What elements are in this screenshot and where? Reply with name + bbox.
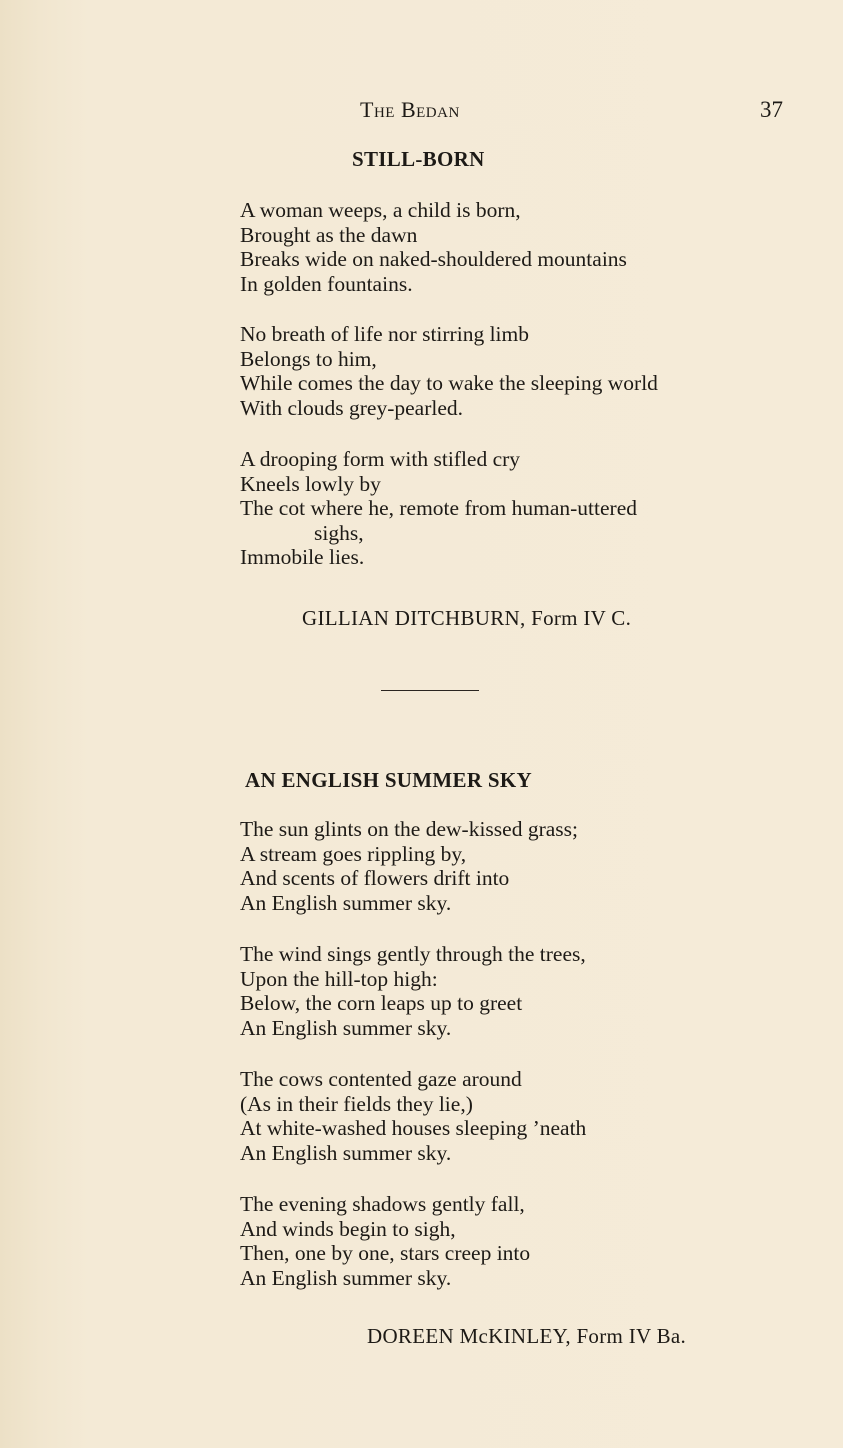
poem-2-stanza-4 [240, 1192, 530, 1290]
poem-line: The cot where he, remote from human-uttered [240, 496, 637, 520]
poem-1-stanza-2 [240, 322, 658, 420]
running-head-word-1: The [360, 97, 395, 122]
poem-title-english-summer-sky: AN ENGLISH SUMMER SKY [245, 768, 532, 792]
poem-line: A woman weeps, a child is born, [240, 198, 521, 222]
section-divider [381, 690, 479, 691]
poem-2-stanza-1 [240, 817, 578, 915]
poem-line: Below, the corn leaps up to greet [240, 991, 523, 1015]
poem-line: And scents of flowers drift into [240, 866, 510, 890]
poem-line: Kneels lowly by [240, 471, 381, 496]
poem-title-still-born: STILL-BORN [352, 147, 485, 171]
poem-line: Belongs to him, [240, 346, 377, 371]
poem-1-stanza-1 [240, 198, 627, 296]
running-head-word-2: Bedan [400, 97, 460, 122]
poem-line: The evening shadows gently fall, [240, 1192, 525, 1216]
poem-line: The sun glints on the dew-kissed grass; [240, 817, 578, 841]
poem-line: Immobile lies. [240, 545, 365, 569]
running-head [360, 97, 460, 123]
poem-line: A stream goes rippling by, [240, 841, 467, 866]
poem-line: Breaks wide on naked-shouldered mountains [240, 247, 627, 271]
poem-line: A drooping form with stifled cry [240, 447, 521, 471]
poem-1-author: GILLIAN DITCHBURN, Form IV C. [302, 606, 632, 630]
poem-line: An English summer sky. [240, 890, 452, 915]
poem-line: With clouds grey-pearled. [240, 395, 464, 420]
page-number: 37 [760, 97, 783, 122]
poem-2-author: DOREEN McKINLEY, Form IV Ba. [367, 1324, 687, 1348]
poem-line: The cows contented gaze around [240, 1067, 522, 1091]
poem-line: (As in their fields they lie,) [240, 1091, 473, 1116]
poem-line: An English summer sky. [240, 1015, 452, 1040]
poem-line-continuation: sighs, [314, 520, 364, 545]
poem-line: In golden fountains. [240, 271, 413, 296]
poem-1-stanza-3 [240, 447, 637, 570]
poem-line: Upon the hill-top high: [240, 966, 438, 991]
poem-line: No breath of life nor stirring limb [240, 322, 529, 346]
poem-line: And winds begin to sigh, [240, 1216, 456, 1241]
poem-line: At white-washed houses sleeping ’neath [240, 1116, 587, 1140]
poem-line: Brought as the dawn [240, 222, 418, 247]
poem-line: An English summer sky. [240, 1140, 452, 1165]
poem-2-stanza-3 [240, 1067, 586, 1165]
poem-2-stanza-2 [240, 942, 586, 1040]
poem-line: The wind sings gently through the trees, [240, 942, 586, 966]
poem-line: An English summer sky. [240, 1265, 452, 1290]
poem-line: Then, one by one, stars creep into [240, 1241, 531, 1265]
poem-line: While comes the day to wake the sleeping world [240, 371, 658, 395]
